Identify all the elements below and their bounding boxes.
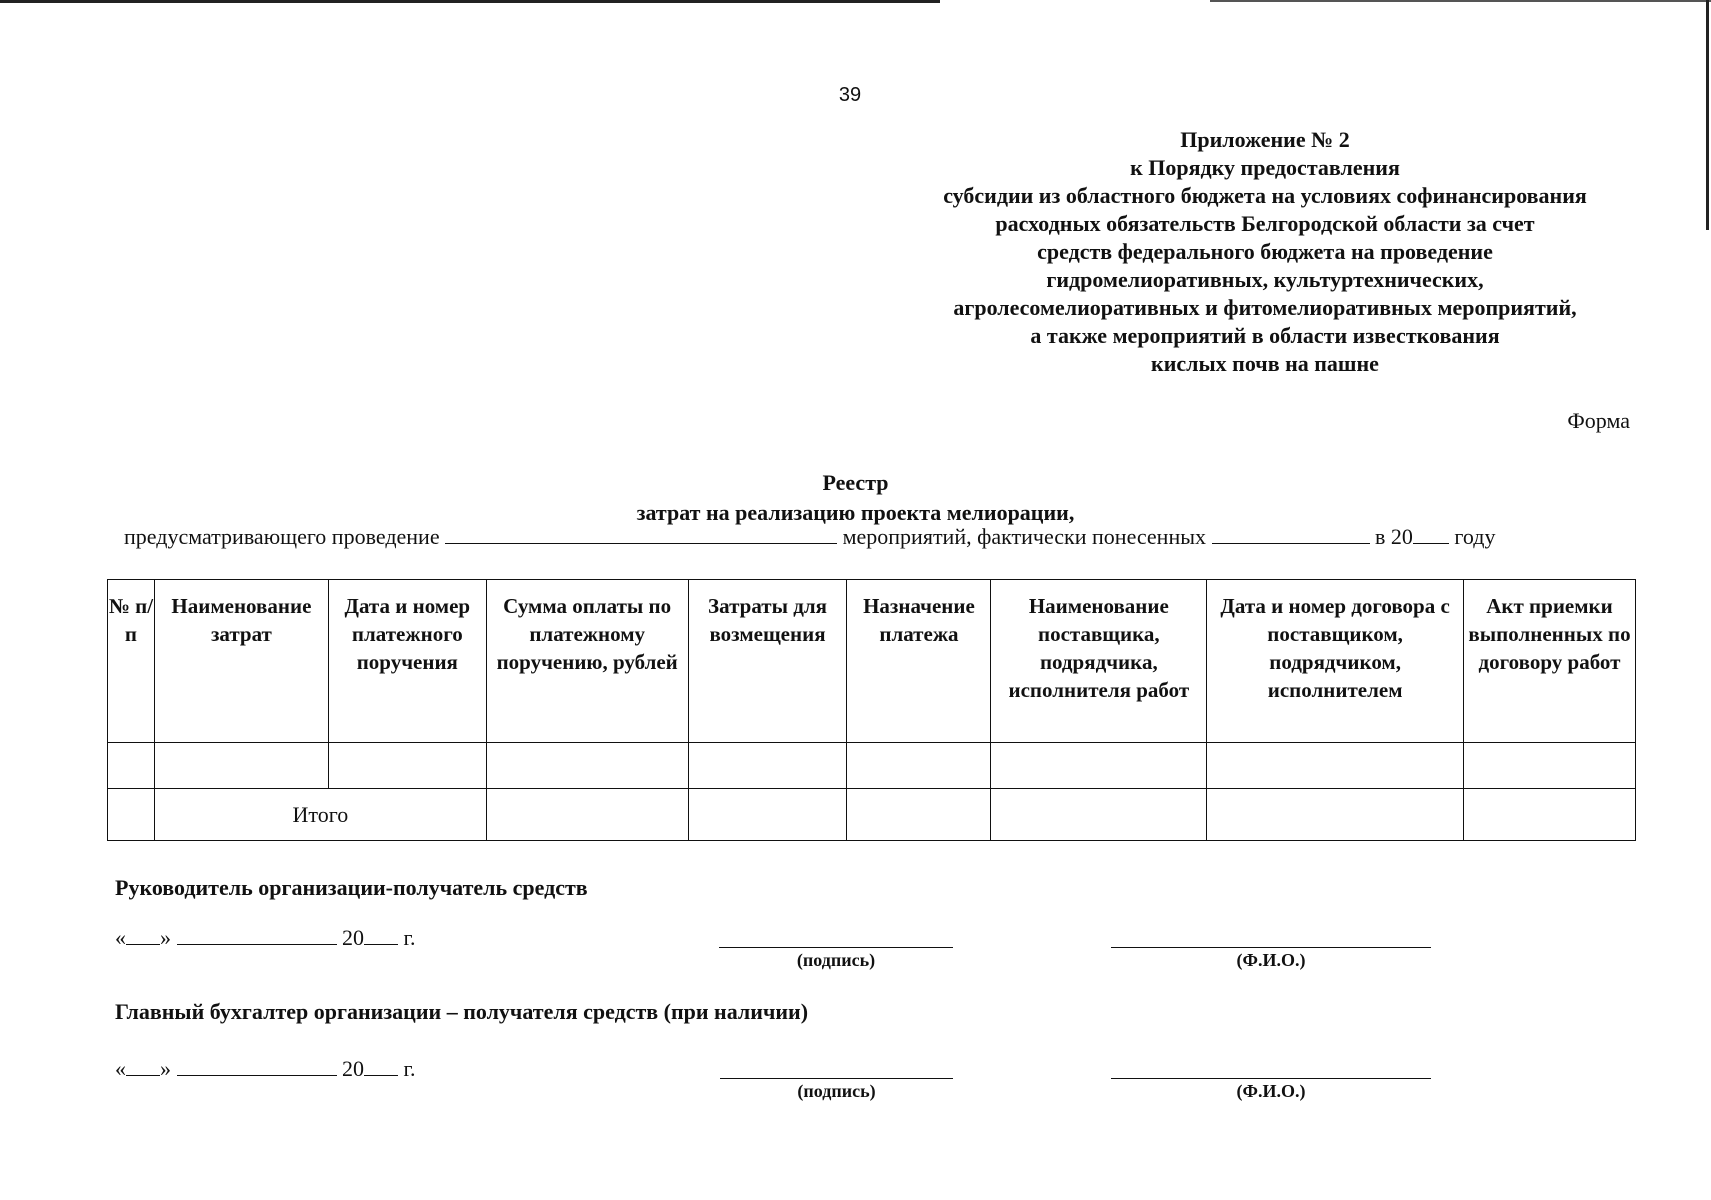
header-number: № п/п — [108, 580, 155, 743]
total-label: Итого — [154, 789, 486, 841]
header-contract: Дата и номер договора с поставщиком, подрядчиком, исполнителем — [1207, 580, 1464, 743]
year-prefix: 20 — [342, 1056, 364, 1081]
table-cell[interactable] — [1207, 789, 1464, 841]
header-supplier: Наименование поставщика, подрядчика, исполнителя работ — [991, 580, 1207, 743]
year-blank — [1413, 524, 1449, 544]
subtitle-text: предусматривающего проведение — [124, 524, 440, 549]
subtitle-text: в 20 — [1375, 524, 1413, 549]
table-cell[interactable] — [1464, 743, 1636, 789]
table-cell[interactable] — [991, 789, 1207, 841]
appendix-line: Приложение № 2 — [1180, 127, 1350, 152]
appendix-line: средств федерального бюджета на проведение — [1037, 239, 1493, 264]
appendix-line: кислых почв на пашне — [1151, 351, 1379, 376]
header-payment-order: Дата и номер платежного поручения — [328, 580, 486, 743]
year-suffix: г. — [403, 925, 416, 950]
year-prefix: 20 — [342, 925, 364, 950]
header-cost-name: Наименование затрат — [154, 580, 328, 743]
accountant-date-line — [115, 1056, 416, 1082]
head-date-line — [115, 925, 416, 951]
registry-title — [0, 468, 1711, 528]
table-cell[interactable] — [847, 743, 991, 789]
registry-table — [107, 579, 1636, 841]
table-cell[interactable] — [991, 743, 1207, 789]
table-cell[interactable] — [847, 789, 991, 841]
table-row — [108, 743, 1636, 789]
form-label: Форма — [1567, 408, 1630, 433]
header-payment-sum: Сумма оплаты по платежному поручению, рублей — [486, 580, 688, 743]
table-cell[interactable] — [108, 743, 155, 789]
subtitle-text: мероприятий, фактически понесенных — [842, 524, 1207, 549]
day-blank[interactable] — [126, 927, 160, 945]
appendix-line: гидромелиоративных, культуртехнических, — [1046, 267, 1484, 292]
table-cell[interactable] — [688, 789, 847, 841]
expense-blank — [1212, 524, 1370, 544]
appendix-line: субсидии из областного бюджета на условиях софинансирования — [943, 183, 1587, 208]
table-cell[interactable] — [688, 743, 847, 789]
table-total-row — [108, 789, 1636, 841]
table-cell[interactable] — [1464, 789, 1636, 841]
registry-title-line2: затрат на реализацию проекта мелиорации, — [636, 500, 1075, 525]
accountant-signature-title: Главный бухгалтер организации – получателя средств (при наличии) — [115, 999, 809, 1024]
appendix-line: к Порядку предоставления — [1130, 155, 1400, 180]
table-cell[interactable] — [486, 789, 688, 841]
day-blank[interactable] — [126, 1058, 160, 1076]
table-cell[interactable] — [328, 743, 486, 789]
appendix-header — [880, 126, 1650, 378]
accountant-name-caption: (Ф.И.О.) — [1236, 1081, 1306, 1101]
month-blank[interactable] — [177, 927, 337, 945]
header-payment-purpose: Назначение платежа — [847, 580, 991, 743]
header-reimbursement: Затраты для возмещения — [688, 580, 847, 743]
appendix-line: а также мероприятий в области известкования — [1030, 323, 1500, 348]
year-blank[interactable] — [364, 927, 398, 945]
registry-subtitle — [124, 524, 1495, 550]
head-name-line[interactable] — [1111, 947, 1431, 948]
head-name-caption: (Ф.И.О.) — [1236, 950, 1306, 970]
head-signature-title: Руководитель организации-получатель средств — [115, 875, 588, 900]
appendix-line: расходных обязательств Белгородской области за счет — [995, 211, 1535, 236]
registry-title-line1: Реестр — [822, 470, 889, 495]
table-cell[interactable] — [154, 743, 328, 789]
accountant-name-line[interactable] — [1111, 1078, 1431, 1079]
scan-edge-top-right — [1210, 0, 1711, 2]
table-cell[interactable] — [1207, 743, 1464, 789]
accountant-signature-line[interactable] — [720, 1078, 953, 1079]
quote-open: « — [115, 925, 126, 950]
scan-edge-top — [0, 0, 940, 3]
activity-type-blank — [445, 524, 837, 544]
month-blank[interactable] — [177, 1058, 337, 1076]
table-cell[interactable] — [486, 743, 688, 789]
year-suffix: г. — [403, 1056, 416, 1081]
quote-close: » — [160, 925, 171, 950]
accountant-signature-caption: (подпись) — [797, 1081, 876, 1101]
head-signature-caption: (подпись) — [796, 950, 876, 970]
page-number: 39 — [838, 84, 862, 106]
quote-close: » — [160, 1056, 171, 1081]
year-blank[interactable] — [364, 1058, 398, 1076]
head-signature-line[interactable] — [719, 947, 953, 948]
appendix-line: агролесомелиоративных и фитомелиоративных мероприятий, — [953, 295, 1577, 320]
quote-open: « — [115, 1056, 126, 1081]
table-header-row — [108, 580, 1636, 743]
table-cell[interactable] — [108, 789, 155, 841]
subtitle-text: году — [1454, 524, 1496, 549]
header-acceptance-act: Акт приемки выполненных по договору работ — [1464, 580, 1636, 743]
scan-edge-right — [1706, 0, 1709, 230]
